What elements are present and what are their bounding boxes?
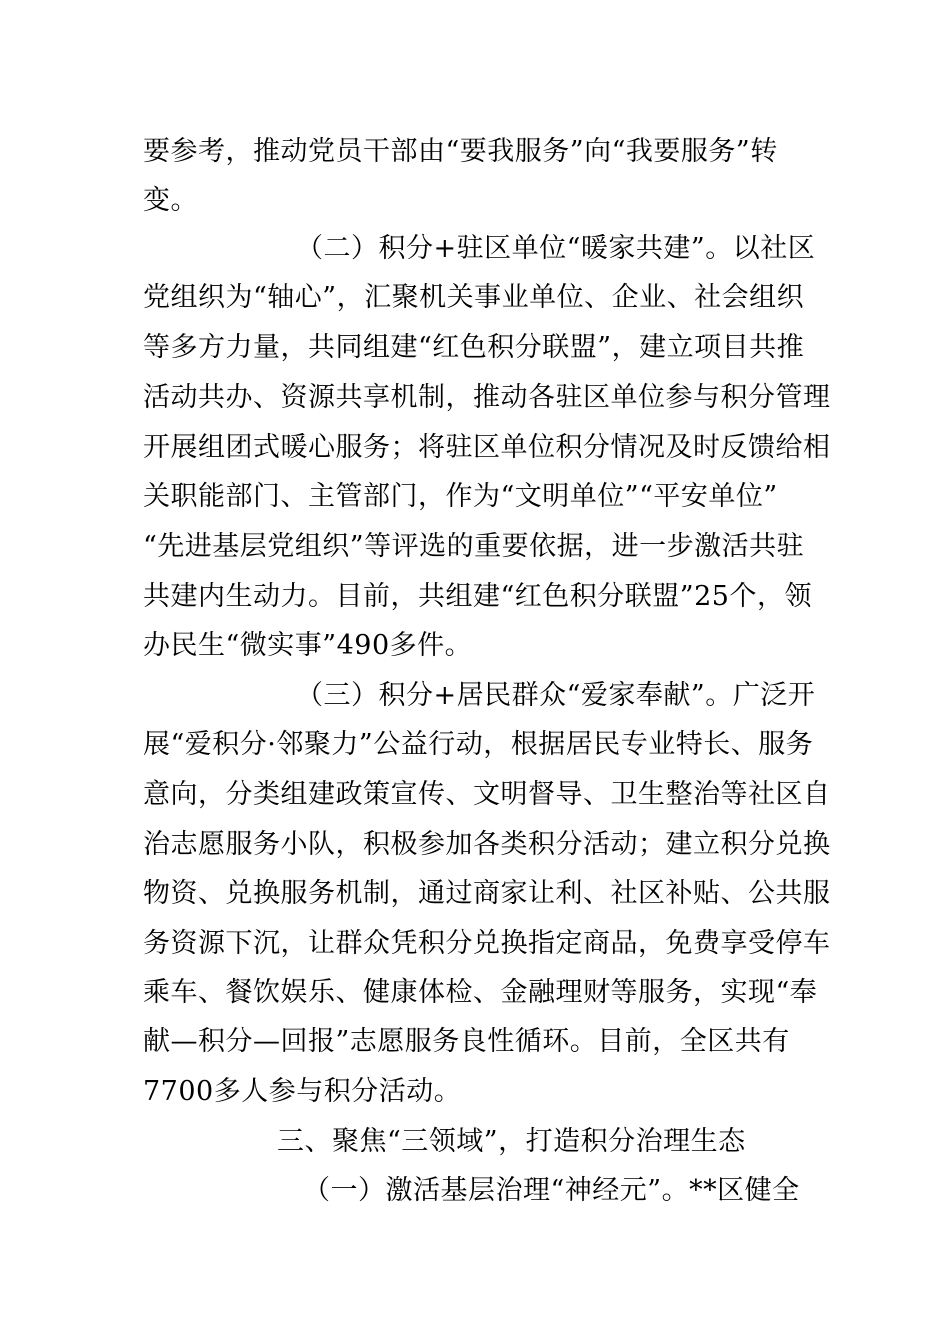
- paragraph-line: 献—积分—回报”志愿服务良性循环。目前，全区共有: [143, 1026, 790, 1057]
- paragraph-line: 共建内生动力。目前，共组建“红色积分联盟”25个，领: [143, 581, 812, 612]
- paragraph-line: 关职能部门、主管部门，作为“文明单位”“平安单位”: [143, 481, 778, 512]
- paragraph-line: 等多方力量，共同组建“红色积分联盟”，建立项目共推: [143, 332, 805, 363]
- section-heading: 三、聚焦“三领域”，打造积分治理生态: [277, 1126, 746, 1157]
- paragraph-line: 乘车、餐饮娱乐、健康体检、金融理财等服务，实现“奉: [143, 977, 818, 1008]
- paragraph-line: 活动共办、资源共享机制，推动各驻区单位参与积分管理: [143, 382, 831, 413]
- paragraph-line: 务资源下沉，让群众凭积分兑换指定商品，免费享受停车: [143, 928, 831, 959]
- paragraph-line: 治志愿服务小队，积极参加各类积分活动；建立积分兑换: [143, 829, 831, 860]
- paragraph-line: 物资、兑换服务机制，通过商家让利、社区补贴、公共服: [143, 878, 831, 909]
- subheading-line: （三）积分+居民群众“爱家奉献”。广泛开: [296, 680, 816, 711]
- paragraph-line: 7700多人参与积分活动。: [143, 1076, 462, 1107]
- paragraph-line: 党组织为“轴心”，汇聚机关事业单位、企业、社会组织: [143, 282, 805, 313]
- paragraph-line: 办民生“微实事”490多件。: [143, 630, 473, 661]
- paragraph-line: 变。: [143, 185, 198, 216]
- subsection-line: （一）激活基层治理“神经元”。**区健全: [303, 1175, 800, 1206]
- paragraph-line: 要参考，推动党员干部由“要我服务”向“我要服务”转: [143, 136, 778, 167]
- paragraph-line: 开展组团式暖心服务；将驻区单位积分情况及时反馈给相: [143, 432, 831, 463]
- paragraph-line: “先进基层党组织”等评选的重要依据，进一步激活共驻: [143, 531, 805, 562]
- paragraph-line: 意向，分类组建政策宣传、文明督导、卫生整治等社区自: [143, 779, 831, 810]
- subheading-line: （二）积分+驻区单位“暖家共建”。以社区: [296, 233, 816, 264]
- paragraph-line: 展“爱积分·邻聚力”公益行动，根据居民专业特长、服务: [143, 729, 814, 760]
